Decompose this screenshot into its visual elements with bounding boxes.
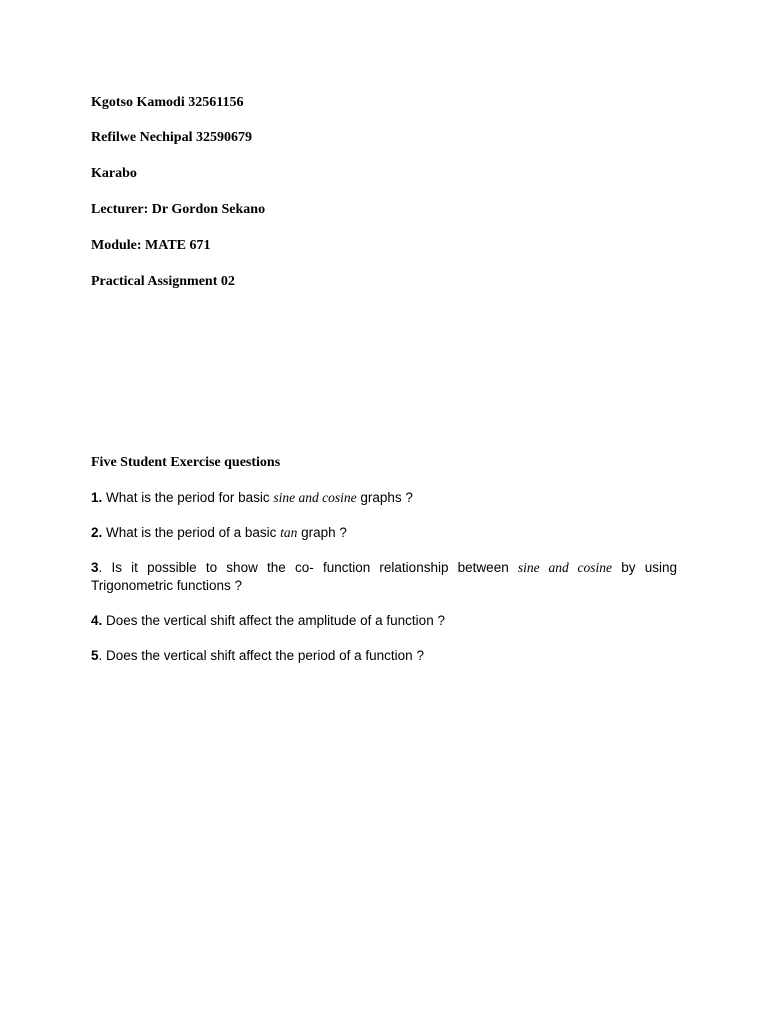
- question-text: . Is it possible to show the co- function relationship between: [98, 560, 518, 575]
- question-text: Does the vertical shift affect the amplitude of a function ?: [102, 613, 445, 628]
- question-text: graph ?: [297, 525, 347, 540]
- author-line-2: Refilwe Nechipal 32590679: [91, 130, 252, 145]
- question-text: What is the period of a basic: [102, 525, 281, 540]
- math-expression: sine and cosine: [273, 490, 357, 505]
- question-5: [91, 647, 677, 665]
- question-4: [91, 612, 677, 630]
- question-3: [91, 559, 677, 595]
- section-title: Five Student Exercise questions: [91, 455, 281, 470]
- question-number: 5: [91, 648, 99, 663]
- question-number: 3: [91, 560, 99, 575]
- question-1: [91, 489, 677, 507]
- question-number: 4.: [91, 613, 103, 628]
- math-expression: tan: [280, 525, 298, 540]
- assignment-title: Practical Assignment 02: [91, 274, 235, 289]
- question-text: What is the period for basic: [102, 490, 274, 505]
- module-line: Module: MATE 671: [91, 238, 211, 253]
- author-line-1: Kgotso Kamodi 32561156: [91, 95, 244, 110]
- question-2: [91, 524, 677, 542]
- question-number: 2.: [91, 525, 103, 540]
- question-number: 1.: [91, 490, 103, 505]
- author-line-3: Karabo: [91, 166, 137, 181]
- lecturer-line: Lecturer: Dr Gordon Sekano: [91, 202, 266, 217]
- question-text: . Does the vertical shift affect the period of a function ?: [98, 648, 424, 663]
- math-expression: sine and cosine: [517, 560, 613, 575]
- question-text: graphs ?: [356, 490, 413, 505]
- question-text: by using Trigonometric functions ?: [91, 560, 677, 593]
